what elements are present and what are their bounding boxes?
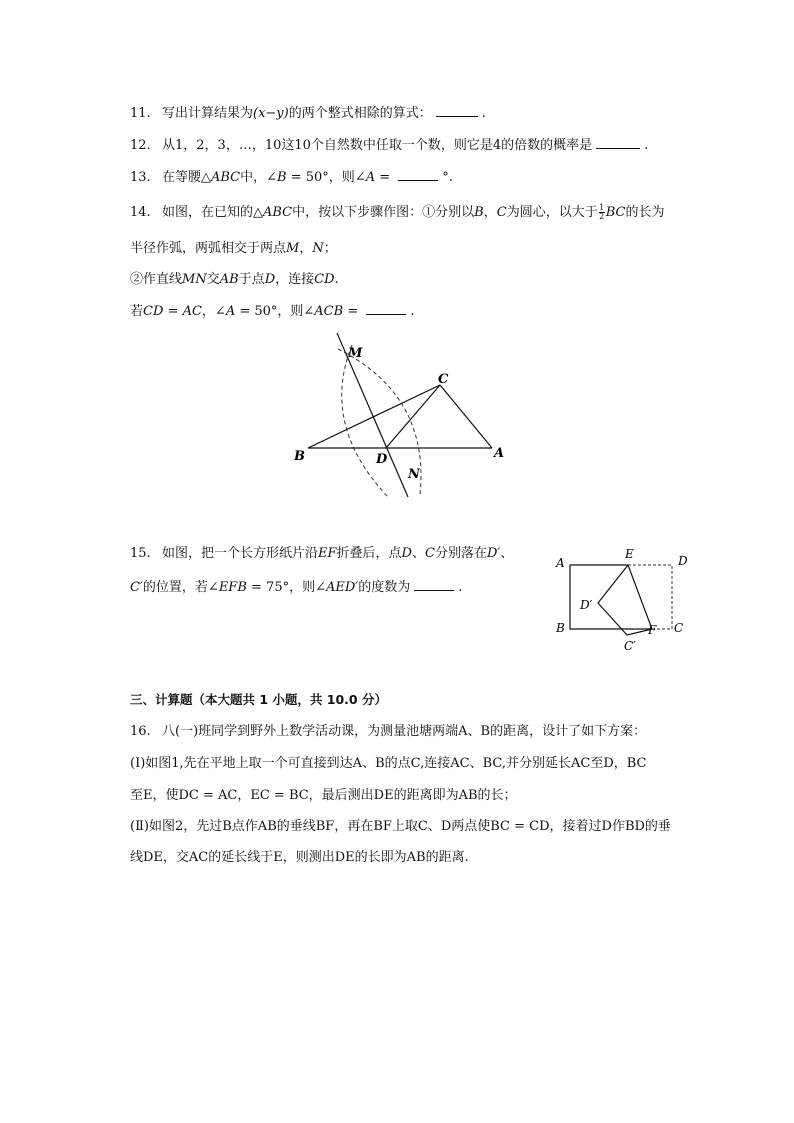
question-number: 11. xyxy=(130,106,151,121)
answer-blank xyxy=(596,135,640,149)
question-text: 、 xyxy=(500,546,514,561)
question-text: 写出计算结果为 xyxy=(162,106,254,121)
question-text: 线DE，交AC的延长线于E，则测出DE的长即为AB的距离. xyxy=(130,850,469,865)
question-16-line-3 xyxy=(130,787,517,805)
math-var: CD xyxy=(314,272,335,287)
math-var: ABC xyxy=(211,170,241,185)
question-text: 、 xyxy=(411,546,425,561)
label-a: A xyxy=(556,556,565,570)
math-var: ACB xyxy=(314,304,344,319)
question-text: = 75°，则∠ xyxy=(246,580,326,595)
question-15-line-1 xyxy=(130,545,513,563)
math-var: C xyxy=(496,205,507,220)
question-text: 在等腰△ xyxy=(162,170,211,185)
label-f: F xyxy=(648,623,657,637)
math-var: B xyxy=(277,170,287,185)
question-text: = xyxy=(343,304,363,319)
segment-bc xyxy=(308,385,440,448)
label-c: C xyxy=(674,621,684,635)
math-var: EFB xyxy=(218,580,247,595)
question-text: ②作直线 xyxy=(130,272,183,287)
segment-cd xyxy=(386,385,440,448)
math-var: C′ xyxy=(130,580,143,595)
question-text: 半径作弧，两弧相交于两点 xyxy=(130,241,287,256)
fraction xyxy=(599,204,605,221)
question-text: 的位置，若∠ xyxy=(142,580,219,595)
question-text: 的长为 xyxy=(625,205,665,220)
math-var: MN xyxy=(182,272,207,287)
question-text: 从1，2，3，…，10这10个自然数中任取一个数，则它是4的倍数的概率是 xyxy=(162,138,593,153)
fraction-denominator: 2 xyxy=(599,212,605,221)
math-expression: (x−y) xyxy=(253,106,289,121)
question-text: = xyxy=(163,304,183,319)
math-var: M xyxy=(286,241,300,256)
question-13 xyxy=(130,167,453,187)
answer-blank xyxy=(398,167,438,181)
question-text: = 50°，则∠ xyxy=(286,170,366,185)
label-m: M xyxy=(348,346,363,361)
math-var: A xyxy=(365,170,376,185)
question-text: 至E，使DC = AC，EC = BC，最后测出DE的距离即为AB的长； xyxy=(130,788,517,803)
question-end: . xyxy=(458,580,463,595)
question-16-line-1 xyxy=(130,723,646,741)
question-text: . xyxy=(334,272,339,287)
question-15-line-2 xyxy=(130,577,462,597)
math-var: D′ xyxy=(486,546,501,561)
question-number: 15. xyxy=(130,546,151,561)
question-text: 如图，把一个长方形纸片沿 xyxy=(162,546,319,561)
question-number: 12. xyxy=(130,138,151,153)
question-text: (Ⅱ)如图2，先过B点作AB的垂线BF，再在BF上取C、D两点使BC = CD，接着过D作BD的垂 xyxy=(130,819,671,834)
math-var: D xyxy=(264,272,276,287)
question-text: ， xyxy=(299,241,313,256)
math-var: ABC xyxy=(263,205,293,220)
label-d: D xyxy=(376,452,388,467)
q15-figure xyxy=(550,545,700,655)
question-end: °. xyxy=(442,170,453,185)
label-e: E xyxy=(625,547,634,561)
math-var: AED′ xyxy=(325,580,359,595)
math-var: C xyxy=(425,546,435,561)
folded-piece xyxy=(598,565,652,635)
math-var: A xyxy=(225,304,236,319)
answer-blank xyxy=(436,103,478,117)
rect-right-dashed xyxy=(628,565,672,629)
question-14-line-1 xyxy=(130,204,664,222)
question-number: 16. xyxy=(130,724,151,739)
question-text: 为圆心，以大于 xyxy=(506,205,598,220)
question-text: ； xyxy=(323,241,337,256)
question-text: (Ⅰ)如图1,先在平地上取一个可直接到达A、B的点C,连接AC、BC,并分别延长AC至D，BC xyxy=(130,756,647,771)
question-16-line-5 xyxy=(130,849,469,867)
label-d: D xyxy=(678,554,688,568)
question-14-line-2 xyxy=(130,240,337,258)
label-a: A xyxy=(494,446,505,461)
question-number: 13. xyxy=(130,170,151,185)
label-n: N xyxy=(408,467,420,482)
math-var: BC xyxy=(605,205,626,220)
question-text: 分别落在 xyxy=(434,546,487,561)
answer-blank xyxy=(414,577,454,591)
question-text: 中，按以下步骤作图：①分别以 xyxy=(292,205,475,220)
question-text: = xyxy=(375,170,395,185)
math-var: D xyxy=(401,546,412,561)
label-b: B xyxy=(556,621,565,635)
question-text: 交 xyxy=(206,272,220,287)
answer-blank xyxy=(366,301,406,315)
question-text: 中，∠ xyxy=(240,170,278,185)
question-end: . xyxy=(481,106,486,121)
question-number: 14. xyxy=(130,205,151,220)
question-text: ，连接 xyxy=(275,272,315,287)
question-text: ，∠ xyxy=(201,304,226,319)
question-text: = 50°，则∠ xyxy=(235,304,315,319)
question-text: 若 xyxy=(130,304,144,319)
math-var: AC xyxy=(182,304,202,319)
question-14-line-3 xyxy=(130,271,339,289)
question-text: 的两个整式相除的算式： xyxy=(288,106,432,121)
question-14-line-4 xyxy=(130,301,415,321)
question-16-line-2 xyxy=(130,755,646,773)
question-text: 如图，在已知的△ xyxy=(162,205,263,220)
fraction-numerator: 1 xyxy=(599,203,605,212)
question-text: 的度数为 xyxy=(358,580,411,595)
segment-ca xyxy=(440,385,492,448)
label-c-prime: C′ xyxy=(624,639,636,653)
math-var: CD xyxy=(143,304,164,319)
question-11 xyxy=(130,103,486,123)
label-b: B xyxy=(294,449,305,464)
math-var: AB xyxy=(219,272,239,287)
fold-line-ef xyxy=(628,565,652,629)
question-text: ， xyxy=(483,205,497,220)
question-text: 于点 xyxy=(238,272,265,287)
math-var: EF xyxy=(318,546,337,561)
question-16-line-4 xyxy=(130,818,671,836)
label-d-prime: D′ xyxy=(580,598,593,612)
math-var: N xyxy=(312,241,324,256)
q14-figure xyxy=(280,325,520,505)
question-end: . xyxy=(644,138,649,153)
question-text: 八(一)班同学到野外上数学活动课，为测量池塘两端A、B的距离，设计了如下方案： xyxy=(162,724,647,739)
question-text: 折叠后，点 xyxy=(336,546,402,561)
label-c: C xyxy=(438,372,449,387)
question-12 xyxy=(130,135,648,155)
question-end: . xyxy=(410,304,415,319)
section-title: 三、计算题（本大题共 1 小题，共 10.0 分） xyxy=(130,692,387,707)
math-var: B xyxy=(474,205,484,220)
